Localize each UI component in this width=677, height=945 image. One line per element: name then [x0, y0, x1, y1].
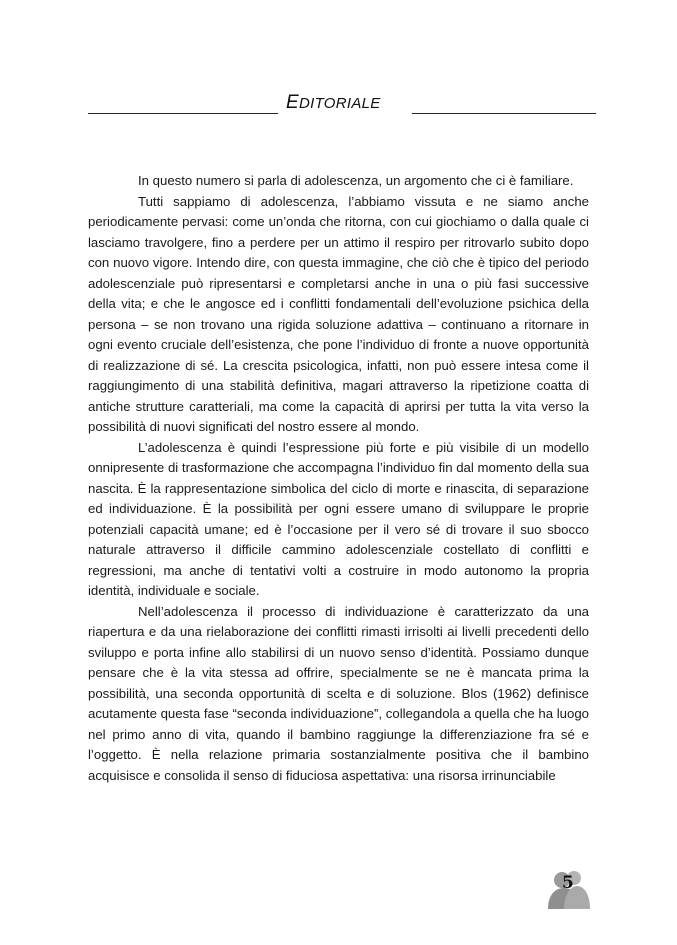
paragraph: Tutti sappiamo di adolescenza, l’abbiamo vissuta e ne siamo anche periodicamente pervasi: come un’onda che ritorna, con cui giochiamo o dalla quale ci lasciamo travolgere, fino a perdere per un attimo il respiro per ritrovarlo subito dopo con nuovo vigore. Intendo dire, con questa immagine, che ciò che è tipico del periodo adolescenziale può ripresentarsi e completarsi anche in una o più fasi successive della vita; e che le angosce ed i conflitti fondamentali dell’evoluzione psichica della persona – se non trovano una rigida soluzione adattiva – continuano a ritornare in ogni evento cruciale dell’esistenza, che pone l’individuo di fronte a nuove opportunità di realizzazione di sé. La crescita psicologica, infatti, non può essere intesa come il raggiungimento di una stabilità definitiva, magari attraverso la ripetizione coatta di antiche strutture caratteriali, ma come la capacità di aprirsi per tutta la vita verso la possibilità di nuovi significati del nostro essere al mondo.	[88, 193, 589, 434]
section-title-initial: E	[286, 92, 299, 113]
section-title-rest: DITORIALE	[298, 95, 381, 112]
article-body	[88, 171, 589, 786]
header-rule-left	[88, 113, 278, 114]
section-title	[286, 92, 381, 114]
paragraph: L’adolescenza è quindi l’espressione più forte e più visibile di un modello onnipresente di trasformazione che accompagna l’individuo fin dal momento della sua nascita. È la rappresentazione simbolica del ciclo di morte e rinascita, di separazione ed individuazione. È la possibilità per ogni essere umano di sviluppare le proprie potenziali capacità umane; ed è l’occasione per il vero sé di trovare il suo sbocco naturale attraverso il difficile cammino adolescenziale costellato di conflitti e regressioni, ma anche di tentativi volti a costruire in modo autonomo la propria identità, individuale e sociale.	[88, 439, 589, 598]
paragraph: In questo numero si parla di adolescenza, un argomento che ci è familiare.	[138, 173, 574, 188]
page-number: 5	[562, 873, 574, 893]
section-header	[88, 92, 596, 116]
paragraph: Nell’adolescenza il processo di individuazione è caratterizzato da una riapertura e da una rielaborazione dei conflitti rimasti irrisolti ai livelli precedenti dello sviluppo e porta infine allo stabilirsi di un nuovo senso d’identità. Possiamo dunque pensare che è la vita stessa ad offrire, specialmente se ne è mancata prima la possibilità, una seconda opportunità di scelta e di soluzione. Blos (1962) definisce acutamente questa fase “seconda individuazione”, collegandola a quella che ha luogo nel primo anno di vita, quando il bambino raggiunge la differenziazione fra sé e l’oggetto. È nella relazione primaria sostanzialmente positiva che il bambino acquisisce e consolida il senso di fiduciosa aspettativa: una risorsa irrinunciabile	[88, 603, 589, 783]
header-rule-right	[412, 113, 596, 114]
page-number-badge	[546, 869, 590, 909]
